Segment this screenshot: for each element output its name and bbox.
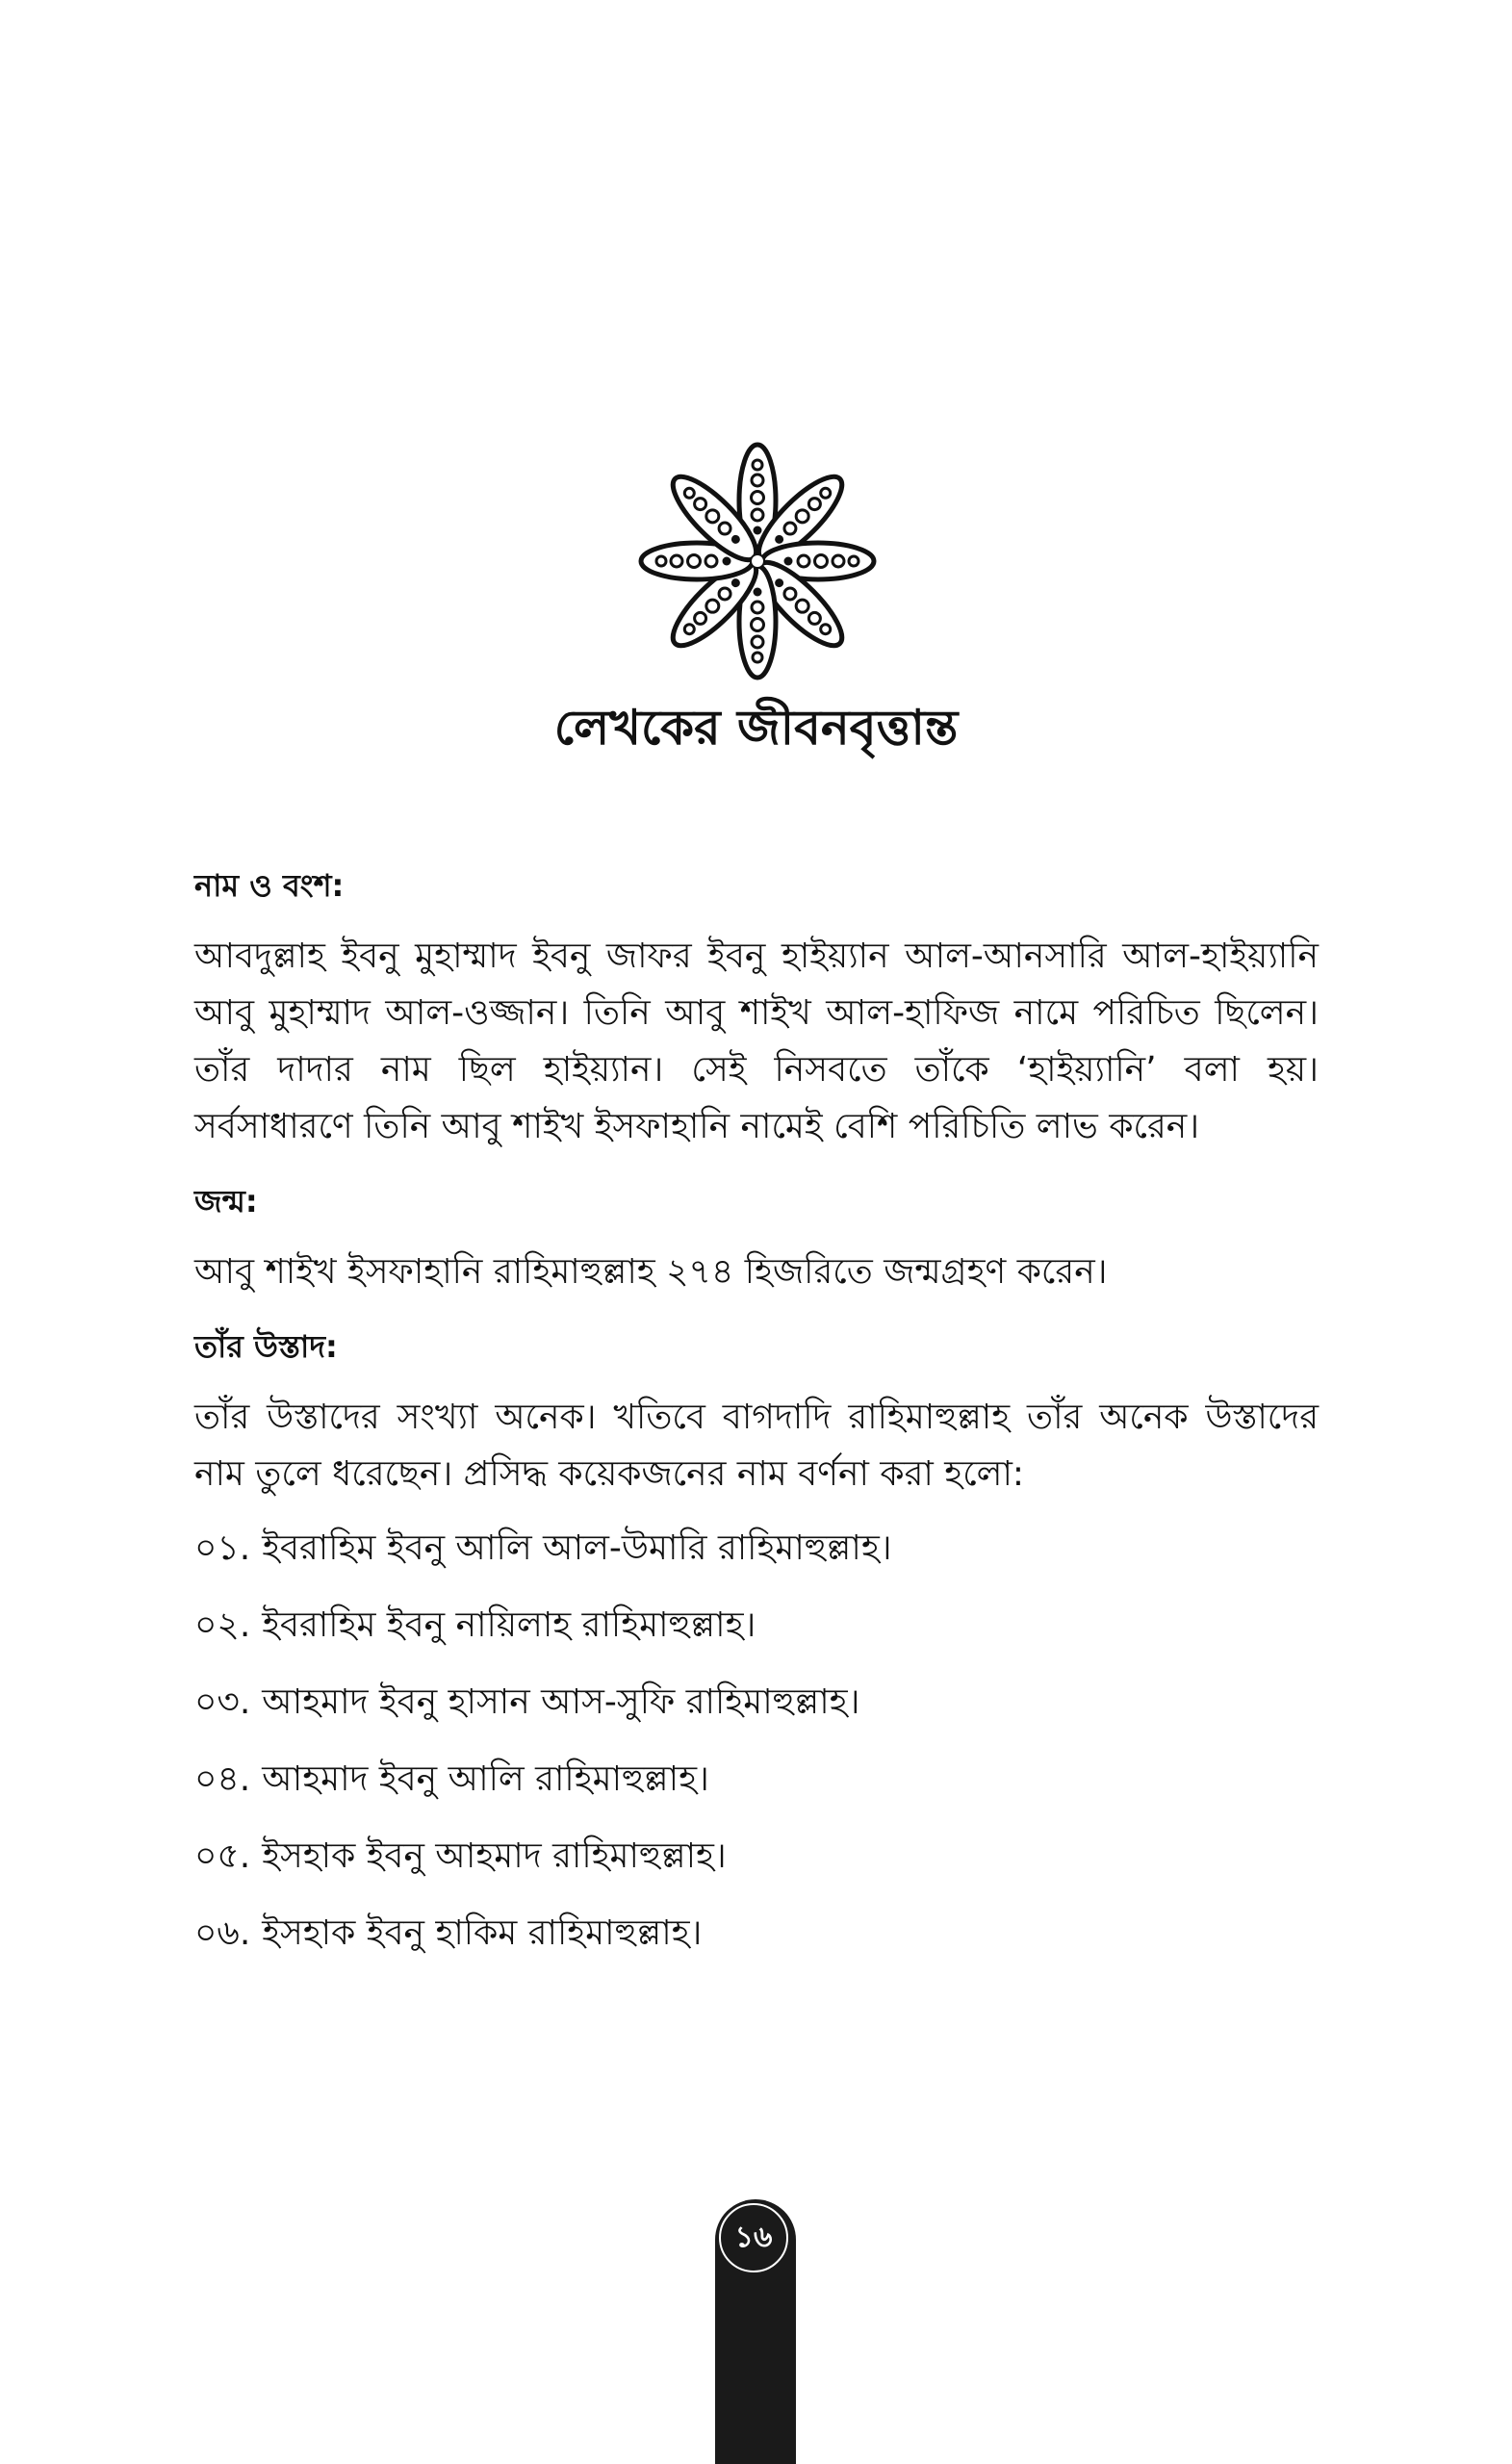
list-item <box>194 1597 1319 1655</box>
teachers-list <box>194 1520 1319 1963</box>
list-item <box>194 1751 1319 1809</box>
list-item <box>194 1828 1319 1886</box>
page-title: লেখকের জীবনবৃত্তান্ত <box>553 700 959 756</box>
list-number: ০৬. <box>194 1913 251 1953</box>
list-number: ০৩. <box>194 1682 251 1722</box>
paragraph: আবু শাইখ ইসফাহানি রাহিমাহুল্লাহ ২৭৪ হিজরিতে জন্মগ্রহণ করেন। <box>194 1252 1108 1292</box>
paragraph: তাঁর উস্তাদের সংখ্যা অনেক। খতিবে বাগদাদি রাহিমাহুল্লাহ তাঁর অনেক উস্তাদের নাম তুলে ধরেছেন। প্রসিদ্ধ কয়েকজনের নাম বর্ণনা করা হলো: <box>194 1398 1319 1494</box>
section-birth <box>194 1172 1319 1300</box>
page-number: ১৬ <box>719 2203 788 2272</box>
list-text: ইবরাহিম ইবনু আলি আল-উমারি রাহিমাহুল্লাহ। <box>262 1528 892 1568</box>
page-number-tab <box>715 2199 796 2464</box>
list-number: ০২. <box>194 1605 251 1645</box>
list-text: আহমাদ ইবনু হাসান আস-সুফি রাহিমাহুল্লাহ। <box>262 1682 860 1722</box>
list-text: ইবরাহিম ইবনু নায়িলাহ রাহিমাহুল্লাহ। <box>262 1605 756 1645</box>
list-text: ইসহাক ইবনু হাকিম রাহিমাহুল্লাহ। <box>262 1913 703 1953</box>
list-item <box>194 1520 1319 1578</box>
list-number: ০১. <box>194 1528 251 1568</box>
eight-petal-flower-icon <box>637 441 878 681</box>
list-text: আহমাদ ইবনু আলি রাহিমাহুল্লাহ। <box>262 1759 709 1799</box>
list-number: ০৫. <box>194 1836 251 1876</box>
section-heading: নাম ও বংশ: <box>194 867 345 904</box>
section-name-lineage <box>194 857 1319 1155</box>
list-text: ইসহাক ইবনু আহমাদ রাহিমাহুল্লাহ। <box>262 1836 727 1876</box>
biography-content <box>194 857 1319 1982</box>
section-heading: জন্ম: <box>194 1183 258 1219</box>
list-item <box>194 1905 1319 1963</box>
list-item <box>194 1674 1319 1732</box>
section-heading: তাঁর উস্তাদ: <box>194 1328 338 1365</box>
section-teachers <box>194 1318 1319 1963</box>
list-number: ০৪. <box>194 1759 251 1799</box>
paragraph: আবদুল্লাহ ইবনু মুহাম্মাদ ইবনু জাফর ইবনু হাইয়্যান আল-আনসারি আল-হাইয়্যানি আবু মুহাম্মাদ আল-ওজ্জান। তিনি আবু শাইখ আল-হাফিজ নামে পরিচিত ছিলেন। তাঁর দাদার নাম ছিল হাইয়্যান। সেই নিসবতে তাঁকে ‘হাইয়্যানি’ বলা হয়। সর্বসাধারণে তিনি আবু শাইখ ইসফাহানি নামেই বেশি পরিচিতি লাভ করেন। <box>194 937 1319 1146</box>
